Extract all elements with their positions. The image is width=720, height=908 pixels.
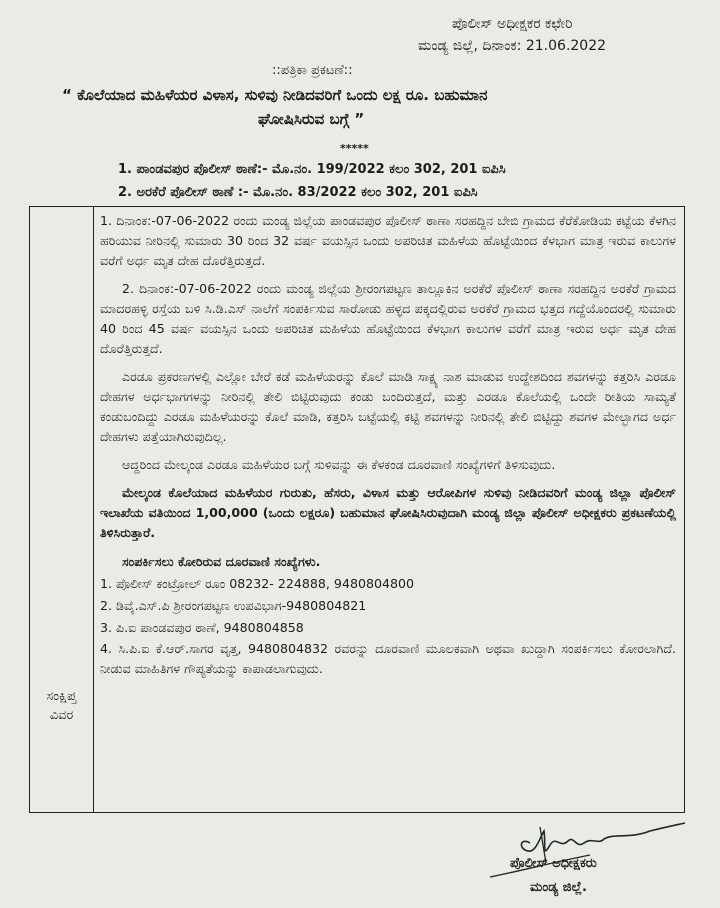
contacts-list xyxy=(100,573,676,679)
office-name: ಪೊಲೀಸ್ ಅಧೀಕ್ಷಕರ ಕಛೇರಿ xyxy=(452,16,573,32)
title-line-2: ಘೋಷಿಸಿರುವ ಬಗ್ಗೆ ” xyxy=(258,110,365,128)
contacts-heading: ಸಂಪರ್ಕಿಸಲು ಕೋರಿರುವ ದೂರವಾಣಿ ಸಂಖ್ಯೆಗಳು. xyxy=(122,554,321,569)
contact-item: 2. ಡಿವೈ.ಎಸ್.ಪಿ ಶ್ರೀರಂಗಪಟ್ಟಣ ಉಪವಿಭಾಗ-9480804821 xyxy=(100,598,367,613)
summary-label xyxy=(30,687,93,725)
contact-item: 3. ಪಿ.ಐ ಪಾಂಡವಪುರ ಠಾಣೆ, 9480804858 xyxy=(100,620,304,635)
stars-separator: ***** xyxy=(340,142,369,155)
paragraph-3: ಎರಡೂ ಪ್ರಕರಣಗಳಲ್ಲಿ ಎಲ್ಲೋ ಬೇರೆ ಕಡೆ ಮಹಿಳೆಯರನ್ನು ಕೊಲೆ ಮಾಡಿ ಸಾಕ್ಷ್ಯ ನಾಶ ಮಾಡುವ ಉದ್ದೇಶದಿಂದ ಶವಗಳನ್ನು ಕತ್ತರಿಸಿ ಎರಡೂ ದೇಹಗಳ ಅರ್ಧಭಾಗಗಳನ್ನು ನೀರಿನಲ್ಲಿ ತೇಲಿ ಬಿಟ್ಟಿರುವುದು ಕಂಡು ಬಂದಿರುತ್ತದೆ, ಮತ್ತು ಎರಡೂ ಕೊಲೆಯಲ್ಲಿ ಒಂದೇ ರೀತಿಯ ಸಾಮ್ಯತೆ ಕಂಡುಬಂದಿದ್ದು ಎರಡೂ ಮಹಿಳೆಯರನ್ನು ಕೊಲೆ ಮಾಡಿ, ಕತ್ತರಿಸಿ ಬಟ್ಟೆಯಲ್ಲಿ ಕಟ್ಟಿ ಶವಗಳನ್ನು ನೀರಿನಲ್ಲಿ ತೇಲಿ ಬಿಟ್ಟಿದ್ದು ಶವಗಳ ಮೇಲ್ಭಾಗದ ಅರ್ಧ ದೇಹಗಳು ಪತ್ತೆಯಾಗಿರುವುದಿಲ್ಲ. xyxy=(100,369,676,444)
signature-district: ಮಂಡ್ಯ ಜಿಲ್ಲೆ. xyxy=(530,880,587,895)
case-1: 1. ಪಾಂಡವಪುರ ಪೊಲೀಸ್ ಠಾಣೆ:- ಮೊ.ನಂ. 199/2022 ಕಲಂ 302, 201 ಐಪಿಸಿ xyxy=(118,162,506,177)
contact-item: 1. ಪೊಲೀಸ್ ಕಂಟ್ರೋಲ್ ರೂಂ 08232- 224888, 9480804800 xyxy=(100,576,415,591)
case-2: 2. ಅರಕೆರೆ ಪೊಲೀಸ್ ಠಾಣೆ :- ಮೊ.ನಂ. 83/2022 ಕಲಂ 302, 201 ಐಪಿಸಿ xyxy=(118,185,478,200)
summary-label-line-1: ಸಂಕ್ಷಿಪ್ತ xyxy=(46,689,77,704)
table-divider xyxy=(93,207,94,812)
contact-item: 4. ಸಿ.ಪಿ.ಐ ಕೆ.ಆರ್.ಸಾಗರ ವೃತ್ತ, 9480804832 ರವರನ್ನು ದೂರವಾಣಿ ಮೂಲಕವಾಗಿ ಅಥವಾ ಖುದ್ದಾಗಿ ಸಂಪರ್ಕಿಸಲು ಕೋರಲಾಗಿದೆ. ನೀಡುವ ಮಾಹಿತಿಗಳ ಗೌಪ್ಯತೆಯನ್ನು ಕಾಪಾಡಲಾಗುವುದು. xyxy=(100,641,676,676)
paragraph-5: ಮೇಲ್ಕಂಡ ಕೊಲೆಯಾದ ಮಹಿಳೆಯರ ಗುರುತು, ಹೆಸರು, ವಿಳಾಸ ಮತ್ತು ಆರೋಪಿಗಳ ಸುಳಿವು ನೀಡಿದವರಿಗೆ ಮಂಡ್ಯ ಜಿಲ್ಲಾ ಪೊಲೀಸ್ ಇಲಾಖೆಯ ವತಿಯಿಂದ 1,00,000 (ಒಂದು ಲಕ್ಷರೂ) ಬಹುಮಾನ ಘೋಷಿಸಿರುವುದಾಗಿ ಮಂಡ್ಯ ಜಿಲ್ಲಾ ಪೊಲೀಸ್ ಅಧೀಕ್ಷಕರು ಪ್ರಕಟಣೆಯಲ್ಲಿ ತಿಳಿಸಿರುತ್ತಾರೆ. xyxy=(100,485,676,540)
press-release-label: ::ಪತ್ರಿಕಾ ಪ್ರಕಟಣೆ:: xyxy=(272,63,353,78)
signature-designation: ಪೊಲೀಸ್ ಅಧೀಕ್ಷಕರು xyxy=(510,856,597,871)
paragraph-2: 2. ದಿನಾಂಕ:-07-06-2022 ರಂದು ಮಂಡ್ಯ ಜಿಲ್ಲೆಯ ಶ್ರೀರಂಗಪಟ್ಟಣ ತಾಲ್ಲೂಕಿನ ಅರಕೆರೆ ಪೊಲೀಸ್ ಠಾಣಾ ಸರಹದ್ದಿನ ಅರಕೆರೆ ಗ್ರಾಮದ ಮಾದರಹಳ್ಳಿ ರಸ್ತೆಯ ಬಳಿ ಸಿ.ಡಿ.ಎಸ್ ನಾಲೆಗೆ ಸಂಪರ್ಕಿಸುವ ಸಾರೋಡು ಹಳ್ಳದ ಪಕ್ಕದಲ್ಲಿರುವ ಅರಕೆರೆ ಗ್ರಾಮದ ಭತ್ತದ ಗದ್ದೆಯೊಂದರಲ್ಲಿ ಸುಮಾರು 40 ರಿಂದ 45 ವರ್ಷ ವಯಸ್ಸಿನ ಒಂದು ಅಪರಿಚಿತ ಮಹಿಳೆಯ ಹೊಟ್ಟೆಯಿಂದ ಕೆಳಭಾಗ ಕಾಲುಗಳ ವರೆಗೆ ಮಾತ್ರ ಇರುವ ಅರ್ಧ ಮೃತ ದೇಹ ದೊರೆತ್ತಿರುತ್ತದೆ. xyxy=(100,281,676,356)
place-date: ಮಂಡ್ಯ ಜಿಲ್ಲೆ, ದಿನಾಂಕ: 21.06.2022 xyxy=(418,38,607,54)
signature-scrawl xyxy=(480,815,690,885)
summary-table xyxy=(29,206,685,813)
paragraph-4: ಆದ್ದರಿಂದ ಮೇಲ್ಕಂಡ ಎರಡೂ ಮಹಿಳೆಯರ ಬಗ್ಗೆ ಸುಳಿವನ್ನು ಈ ಕೆಳಕಂಡ ದೂರವಾಣಿ ಸಂಖ್ಯೆಗಳಿಗೆ ತಿಳಿಸುವುದು. xyxy=(122,457,556,472)
summary-body xyxy=(100,211,676,679)
summary-label-line-2: ವಿವರ xyxy=(49,708,74,723)
paragraph-1: 1. ದಿನಾಂಕ:-07-06-2022 ರಂದು ಮಂಡ್ಯ ಜಿಲ್ಲೆಯ ಪಾಂಡವಪುರ ಪೊಲೀಸ್ ಠಾಣಾ ಸರಹದ್ದಿನ ಬೇಬಿ ಗ್ರಾಮದ ಕೆರೆಕೋಡಿಯ ಕಟ್ಟೆಯ ಕೆಳಗಿನ ಹರಿಯುವ ನೀರಿನಲ್ಲಿ ಸುಮಾರು 30 ರಿಂದ 32 ವರ್ಷ ವಯಸ್ಸಿನ ಒಂದು ಅಪರಿಚಿತ ಮಹಿಳೆಯ ಹೊಟ್ಟೆಯಿಂದ ಕೆಳಭಾಗ ಮಾತ್ರ ಇರುವ ಕಾಲುಗಳ ವರೆಗೆ ಅರ್ಧ ಮೃತ ದೇಹ ದೊರೆತ್ತಿರುತ್ತದೆ. xyxy=(100,213,677,268)
title-line-1: “ ಕೊಲೆಯಾದ ಮಹಿಳೆಯರ ವಿಳಾಸ, ಸುಳಿವು ನೀಡಿದವರಿಗೆ ಒಂದು ಲಕ್ಷ ರೂ. ಬಹುಮಾನ xyxy=(62,86,488,104)
